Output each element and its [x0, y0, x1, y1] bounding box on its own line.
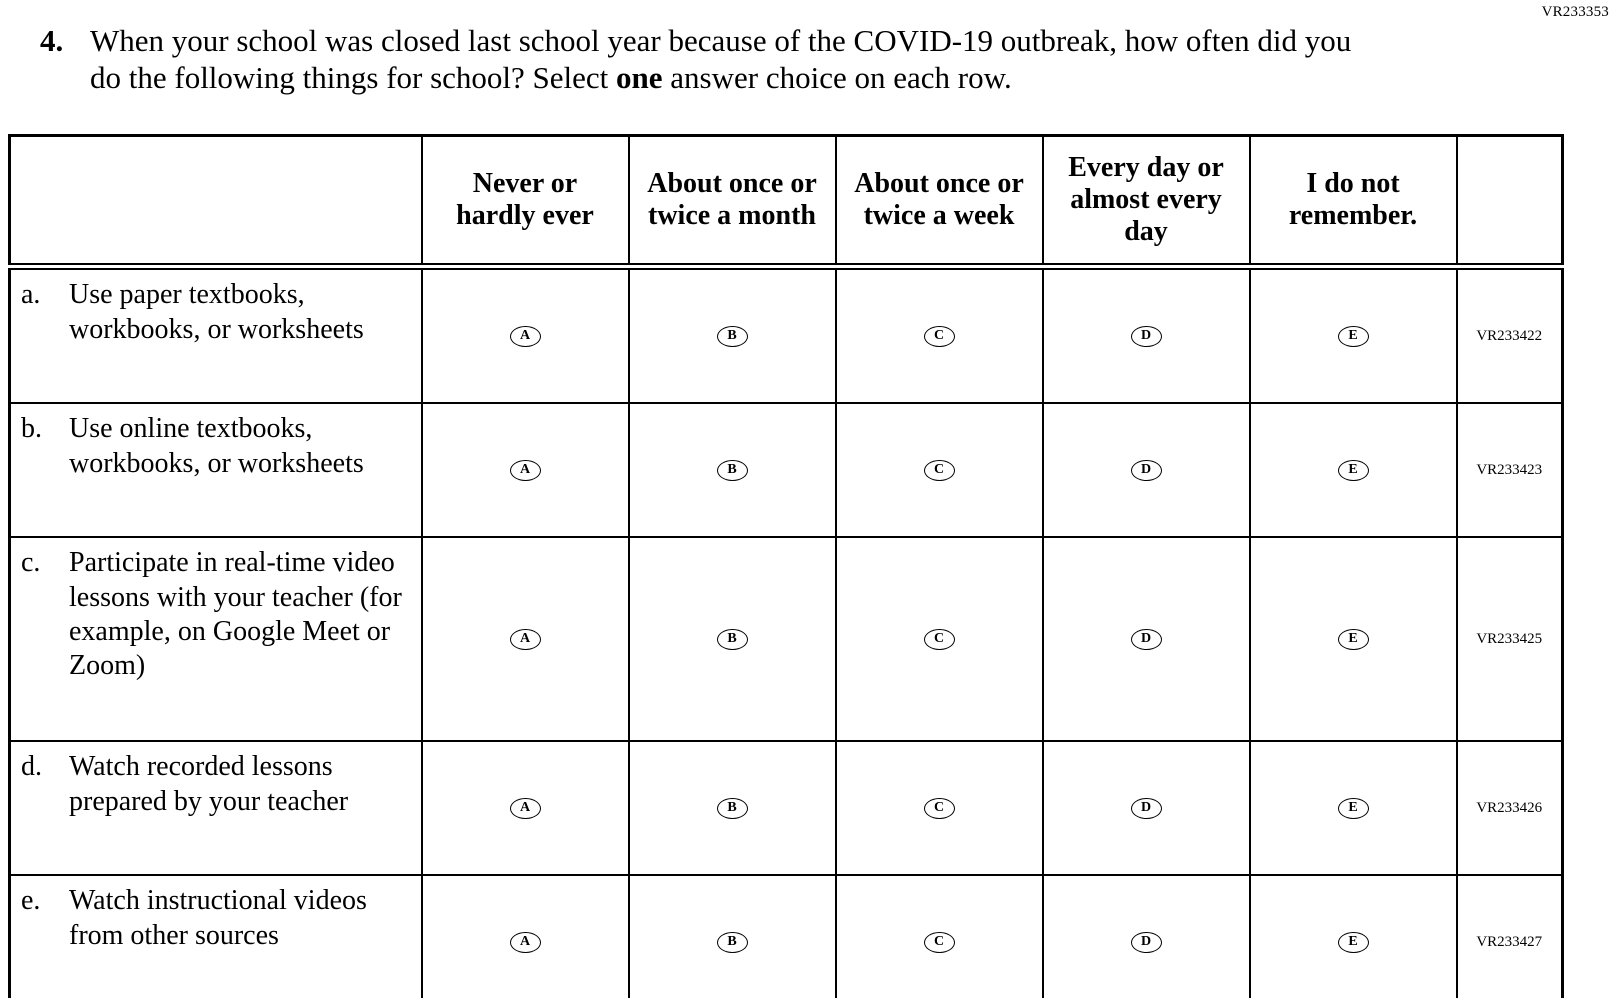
row-variable-code: VR233423	[1457, 403, 1563, 537]
row-label-cell	[10, 267, 422, 404]
row-letter: e.	[21, 885, 41, 917]
answer-cell	[422, 537, 629, 741]
row-letter: c.	[21, 547, 41, 579]
answer-bubble-d[interactable]: D	[1131, 460, 1162, 481]
answer-cell	[629, 267, 836, 404]
table-row	[10, 267, 1563, 404]
answer-cell	[836, 537, 1043, 741]
row-label-cell	[10, 537, 422, 741]
column-header-do-not-remember: I do not remember.	[1250, 136, 1457, 267]
answer-bubble-e[interactable]: E	[1338, 932, 1369, 953]
answer-cell	[1250, 537, 1457, 741]
answer-cell	[1250, 403, 1457, 537]
answer-bubble-d[interactable]: D	[1131, 798, 1162, 819]
answer-bubble-c[interactable]: C	[924, 460, 955, 481]
column-header-once-twice-week: About once or twice a week	[836, 136, 1043, 267]
column-header-never: Never or hardly ever	[422, 136, 629, 267]
table-row	[10, 403, 1563, 537]
answer-cell	[1250, 875, 1457, 998]
answer-cell	[836, 875, 1043, 998]
header-row	[10, 136, 1563, 267]
answer-bubble-b[interactable]: B	[717, 798, 748, 819]
answer-bubble-c[interactable]: C	[924, 629, 955, 650]
answer-cell	[836, 267, 1043, 404]
answer-cell	[422, 403, 629, 537]
row-variable-code: VR233425	[1457, 537, 1563, 741]
answer-cell	[836, 403, 1043, 537]
answer-bubble-a[interactable]: A	[510, 326, 541, 347]
row-label-text: Watch instructional videos from other sources	[69, 885, 367, 951]
answer-bubble-e[interactable]: E	[1338, 460, 1369, 481]
answer-bubble-a[interactable]: A	[510, 460, 541, 481]
table-row	[10, 741, 1563, 875]
question-text	[90, 22, 1380, 96]
row-label-cell	[10, 875, 422, 998]
answer-bubble-b[interactable]: B	[717, 932, 748, 953]
answer-cell	[629, 403, 836, 537]
row-variable-code: VR233422	[1457, 267, 1563, 404]
row-label-text: Use online textbooks, workbooks, or worksheets	[69, 413, 364, 479]
answer-cell	[1043, 267, 1250, 404]
row-letter: a.	[21, 279, 41, 311]
answer-cell	[1250, 267, 1457, 404]
question-text-part1: When your school was closed last school year because of the COVID-19 outbreak, how often did you do the following things for school? Select	[90, 23, 1352, 96]
answer-cell	[836, 741, 1043, 875]
answer-cell	[629, 875, 836, 998]
table-row	[10, 537, 1563, 741]
answer-cell	[1043, 537, 1250, 741]
answer-bubble-b[interactable]: B	[717, 629, 748, 650]
answer-bubble-e[interactable]: E	[1338, 629, 1369, 650]
answer-cell	[1250, 741, 1457, 875]
row-variable-code: VR233426	[1457, 741, 1563, 875]
answer-bubble-c[interactable]: C	[924, 932, 955, 953]
row-label-cell	[10, 741, 422, 875]
answer-bubble-d[interactable]: D	[1131, 629, 1162, 650]
row-letter: b.	[21, 413, 42, 445]
answer-bubble-e[interactable]: E	[1338, 798, 1369, 819]
column-header-once-twice-month: About once or twice a month	[629, 136, 836, 267]
survey-matrix-table	[8, 134, 1564, 998]
table-row	[10, 875, 1563, 998]
survey-table-body	[10, 267, 1563, 998]
answer-cell	[422, 267, 629, 404]
question	[0, 0, 1621, 96]
row-variable-code: VR233427	[1457, 875, 1563, 998]
answer-bubble-b[interactable]: B	[717, 460, 748, 481]
answer-cell	[629, 741, 836, 875]
answer-bubble-b[interactable]: B	[717, 326, 748, 347]
answer-bubble-d[interactable]: D	[1131, 932, 1162, 953]
answer-bubble-a[interactable]: A	[510, 932, 541, 953]
column-header-every-day: Every day or almost every day	[1043, 136, 1250, 267]
header-empty-code-col	[1457, 136, 1563, 267]
answer-bubble-d[interactable]: D	[1131, 326, 1162, 347]
row-label-text: Watch recorded lessons prepared by your teacher	[69, 751, 349, 817]
answer-cell	[629, 537, 836, 741]
answer-cell	[1043, 403, 1250, 537]
question-text-part2: answer choice on each row.	[662, 60, 1012, 96]
question-text-bold: one	[616, 60, 663, 96]
header-empty-label-col	[10, 136, 422, 267]
answer-cell	[422, 875, 629, 998]
row-label-text: Participate in real-time video lessons with your teacher (for example, on Google Meet or Zoom)	[69, 547, 402, 681]
answer-cell	[1043, 741, 1250, 875]
row-letter: d.	[21, 751, 42, 783]
answer-bubble-c[interactable]: C	[924, 798, 955, 819]
answer-cell	[422, 741, 629, 875]
question-number: 4.	[40, 23, 64, 58]
answer-bubble-c[interactable]: C	[924, 326, 955, 347]
row-label-cell	[10, 403, 422, 537]
row-label-text: Use paper textbooks, workbooks, or worksheets	[69, 279, 364, 345]
answer-bubble-e[interactable]: E	[1338, 326, 1369, 347]
answer-bubble-a[interactable]: A	[510, 629, 541, 650]
answer-bubble-a[interactable]: A	[510, 798, 541, 819]
form-code: VR233353	[1541, 4, 1609, 20]
answer-cell	[1043, 875, 1250, 998]
